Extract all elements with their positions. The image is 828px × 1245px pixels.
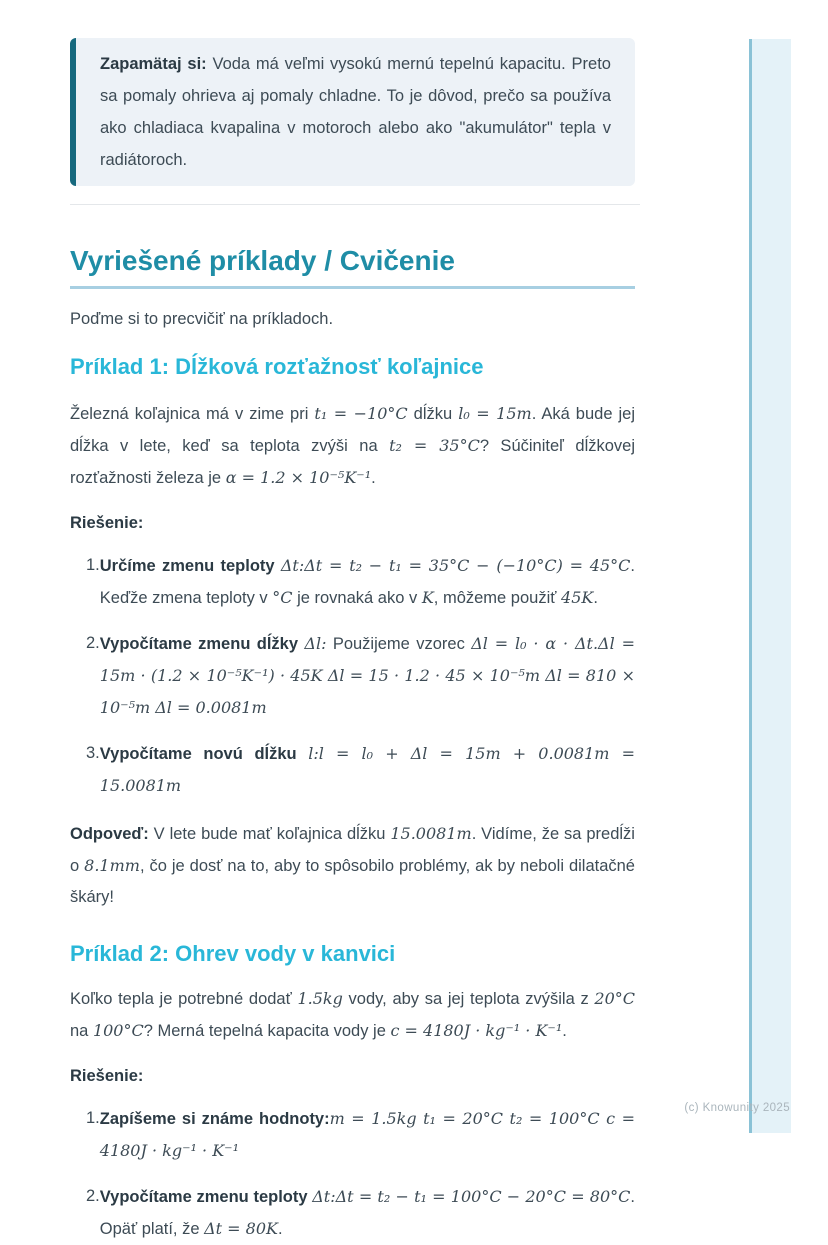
document-content <box>70 38 635 1245</box>
page-edge-decoration <box>749 39 791 1133</box>
section-divider <box>70 204 640 205</box>
step-item <box>70 738 635 802</box>
callout-title: Zapamätaj si: <box>100 55 207 73</box>
step-item <box>70 628 635 724</box>
example-1-answer: Odpoveď: V lete bude mať koľajnica dĺžku 15.0081m. Vidíme, že sa predĺži o 8.1mm, čo je dosť na to, aby to spôsobilo problémy, ak by neboli dilatačné škáry! <box>70 824 635 906</box>
step-item <box>70 1103 635 1167</box>
example-2-steps <box>70 1103 635 1245</box>
step-number: 3. <box>86 744 100 762</box>
step-item <box>70 1181 635 1245</box>
step-text: Určíme zmenu teploty Δt:Δt = t₂ − t₁ = 35°C − (−10°C) = 45°C. Keďže zmena teploty v °C je rovnaká ako v K, môžeme použiť 45K. <box>99 556 635 607</box>
example-1-solution-label: Riešenie: <box>70 514 144 532</box>
step-text: Zapíšeme si známe hodnoty:m = 1.5kg t₁ = 20°C t₂ = 100°C c = 4180J · kg⁻¹ · K⁻¹ <box>99 1109 635 1160</box>
step-number: 2. <box>86 634 100 652</box>
callout-text: Voda má veľmi vysokú mernú tepelnú kapacitu. Preto sa pomaly ohrieva aj pomaly chladne. To je dôvod, prečo sa používa ako chladiaca kvapalina v motoroch alebo ako "akumulátor" tepla v radiátoroch. <box>100 55 611 169</box>
step-text: Vypočítame zmenu dĺžky Δl: Použijeme vzorec Δl = l₀ · α · Δt.Δl = 15m · (1.2 × 10⁻⁵K⁻¹) · 45K Δl = 15 · 1.2 · 45 × 10⁻⁵m Δl = 810 × 10⁻⁵m Δl = 0.0081m <box>99 634 635 717</box>
example-1-heading: Príklad 1: Dĺžková rozťažnosť koľajnice <box>70 354 484 379</box>
footer-credit: (c) Knowunity 2025 <box>684 1102 790 1114</box>
step-number: 1. <box>86 556 100 574</box>
example-1-steps <box>70 550 635 802</box>
section-title: Vyriešené príklady / Cvičenie <box>70 243 635 289</box>
example-2-problem: Koľko tepla je potrebné dodať 1.5kg vody, aby sa jej teplota zvýšila z 20°C na 100°C? Merná tepelná kapacita vody je c = 4180J · kg⁻¹ · K⁻¹. <box>70 989 635 1040</box>
step-item <box>70 550 635 614</box>
intro-text: Poďme si to precvičiť na príkladoch. <box>70 310 334 328</box>
step-text: Vypočítame novú dĺžku l:l = l₀ + Δl = 15m + 0.0081m = 15.0081m <box>99 744 635 795</box>
example-2 <box>70 939 635 1245</box>
example-2-heading: Príklad 2: Ohrev vody v kanvici <box>70 941 396 966</box>
step-text: Vypočítame zmenu teploty Δt:Δt = t₂ − t₁ = 100°C − 20°C = 80°C. Opäť platí, že Δt = 80K. <box>99 1187 636 1238</box>
example-1 <box>70 352 635 913</box>
callout-note <box>70 38 635 186</box>
step-number: 2. <box>86 1187 100 1205</box>
step-number: 1. <box>86 1109 100 1127</box>
example-2-solution-label: Riešenie: <box>70 1067 144 1085</box>
example-1-problem: Železná koľajnica má v zime pri t₁ = −10°C dĺžku l₀ = 15m. Aká bude jej dĺžka v lete, keď sa teplota zvýši na t₂ = 35°C? Súčiniteľ dĺžkovej rozťažnosti železa je α = 1.2 × 10⁻⁵K⁻¹. <box>70 404 636 487</box>
